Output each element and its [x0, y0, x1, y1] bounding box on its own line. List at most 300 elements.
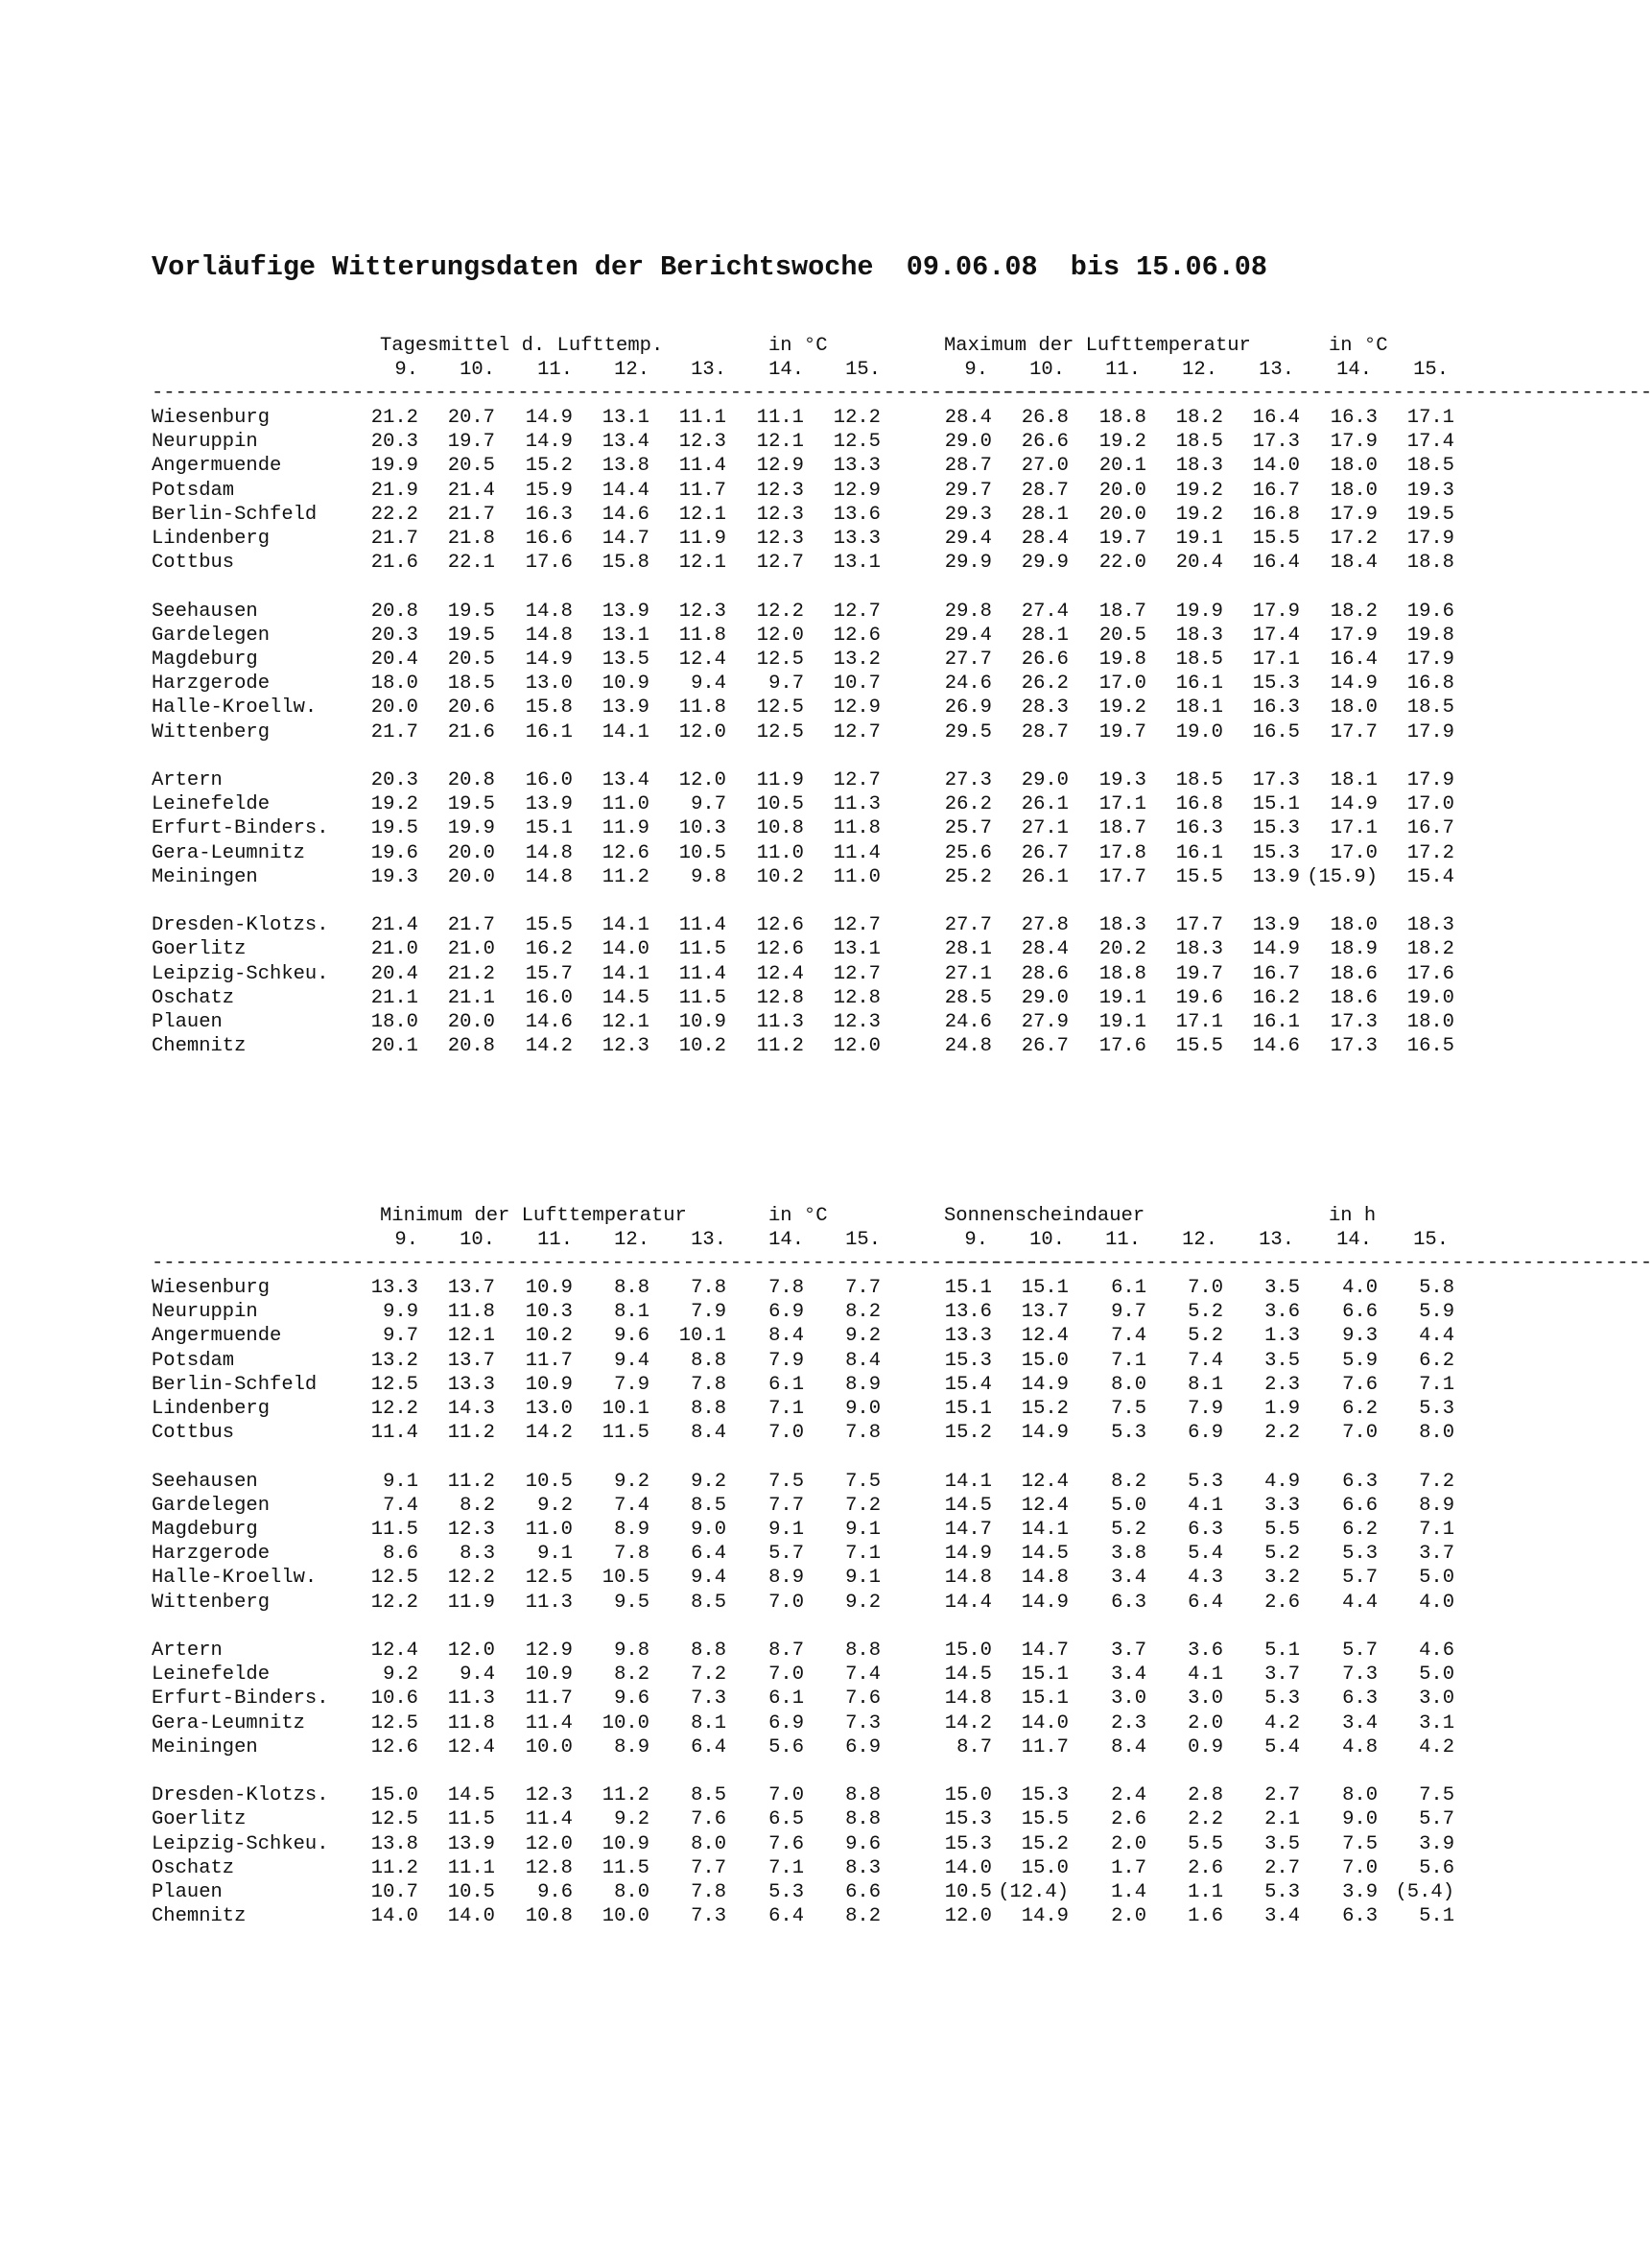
left-value-cell: 11.8 — [447, 1301, 495, 1324]
right-value-cell: 6.6 — [1342, 1301, 1378, 1324]
left-value-cell: 12.6 — [370, 1735, 418, 1758]
left-value-cell: 19.5 — [370, 817, 418, 840]
station-name: Gardelegen — [152, 624, 271, 647]
left-value-cell: 11.7 — [525, 1687, 573, 1711]
right-value-cell: 27.9 — [1021, 1011, 1069, 1033]
left-value-cell: 7.8 — [845, 1422, 881, 1445]
right-value-cell: 1.6 — [1188, 1905, 1223, 1928]
right-value-cell: 18.4 — [1330, 552, 1378, 575]
right-value-cell: 5.3 — [1342, 1543, 1378, 1566]
station-name: Leinefelde — [152, 1664, 271, 1687]
left-value-cell: 20.3 — [370, 624, 418, 647]
right-value-cell: 3.4 — [1111, 1664, 1146, 1687]
right-day-header: 14. — [1336, 359, 1372, 381]
right-value-cell: 18.0 — [1330, 479, 1378, 502]
right-value-cell: 3.4 — [1111, 1567, 1146, 1590]
right-value-cell: 15.2 — [1021, 1398, 1069, 1420]
right-value-cell: 14.0 — [1021, 1711, 1069, 1735]
right-value-cell: 16.2 — [1252, 986, 1300, 1009]
left-value-cell: 11.8 — [678, 624, 726, 647]
left-value-cell: 9.1 — [845, 1567, 881, 1590]
left-value-cell: 16.2 — [525, 938, 573, 961]
right-value-cell: 22.0 — [1098, 552, 1146, 575]
left-value-cell: 12.5 — [756, 649, 804, 671]
left-value-cell: 14.9 — [525, 407, 573, 429]
left-value-cell: 21.7 — [370, 720, 418, 743]
right-value-cell: 28.7 — [1021, 720, 1069, 743]
left-value-cell: 20.3 — [370, 769, 418, 791]
right-value-cell: 8.0 — [1342, 1784, 1378, 1807]
left-value-cell: 8.7 — [768, 1640, 804, 1662]
right-value-cell: 7.5 — [1342, 1832, 1378, 1855]
right-section-label: Sonnenscheindauer — [944, 1205, 1145, 1227]
left-value-cell: 12.3 — [602, 1035, 649, 1058]
left-value-cell: 14.5 — [602, 986, 649, 1009]
left-value-cell: 20.6 — [447, 696, 495, 720]
left-value-cell: 8.4 — [691, 1422, 726, 1445]
left-value-cell: 12.3 — [678, 600, 726, 623]
right-value-cell: 8.2 — [1111, 1470, 1146, 1493]
left-value-cell: 16.3 — [525, 503, 573, 526]
left-value-cell: 15.0 — [370, 1784, 418, 1807]
right-value-cell: 26.1 — [1021, 793, 1069, 816]
left-value-cell: 19.7 — [447, 431, 495, 454]
left-value-cell: 9.5 — [614, 1591, 649, 1614]
left-value-cell: 10.0 — [525, 1735, 573, 1758]
left-value-cell: 9.4 — [691, 1567, 726, 1590]
left-value-cell: 10.9 — [678, 1011, 726, 1033]
right-value-cell: 3.5 — [1264, 1277, 1300, 1299]
left-value-cell: 21.6 — [370, 552, 418, 575]
right-value-cell: 7.0 — [1342, 1856, 1378, 1879]
right-value-cell: 18.0 — [1330, 455, 1378, 478]
left-section-label: Minimum der Lufttemperatur — [380, 1205, 687, 1227]
right-value-cell: 3.7 — [1264, 1664, 1300, 1687]
left-value-cell: 7.8 — [614, 1543, 649, 1566]
right-value-cell: 5.2 — [1188, 1301, 1223, 1324]
right-value-cell: 25.6 — [944, 841, 992, 864]
left-value-cell: 14.1 — [602, 962, 649, 985]
left-value-cell: 7.2 — [845, 1494, 881, 1517]
left-value-cell: 15.5 — [525, 914, 573, 937]
right-day-header: 15. — [1413, 1229, 1449, 1251]
left-value-cell: 8.9 — [614, 1519, 649, 1541]
right-value-cell: 18.6 — [1330, 962, 1378, 985]
left-value-cell: 8.8 — [691, 1640, 726, 1662]
right-value-cell: 27.7 — [944, 914, 992, 937]
right-value-cell: 16.4 — [1252, 552, 1300, 575]
left-value-cell: 13.3 — [833, 455, 881, 478]
left-value-cell: 13.9 — [602, 696, 649, 720]
left-value-cell: 11.4 — [678, 914, 726, 937]
left-value-cell: 21.1 — [370, 986, 418, 1009]
right-value-cell: 12.4 — [1021, 1325, 1069, 1348]
left-value-cell: 13.3 — [833, 528, 881, 550]
left-value-cell: 9.2 — [537, 1494, 573, 1517]
station-name: Meiningen — [152, 865, 258, 888]
right-value-cell: 17.2 — [1330, 528, 1378, 550]
right-value-cell: 1.9 — [1264, 1398, 1300, 1420]
left-value-cell: 19.3 — [370, 865, 418, 888]
right-value-cell: 4.1 — [1188, 1664, 1223, 1687]
left-value-cell: 11.0 — [756, 841, 804, 864]
right-value-cell: 13.6 — [944, 1301, 992, 1324]
station-name: Erfurt-Binders. — [152, 1687, 329, 1711]
station-name: Wittenberg — [152, 720, 271, 743]
right-value-cell: 8.9 — [1419, 1494, 1454, 1517]
left-value-cell: 13.0 — [525, 1398, 573, 1420]
left-value-cell: 14.8 — [525, 865, 573, 888]
right-value-cell: 2.0 — [1188, 1711, 1223, 1735]
left-value-cell: 12.3 — [525, 1784, 573, 1807]
left-value-cell: 10.5 — [678, 841, 726, 864]
right-value-cell: 24.6 — [944, 1011, 992, 1033]
right-value-cell: 24.6 — [944, 673, 992, 696]
left-value-cell: 12.7 — [833, 914, 881, 937]
left-value-cell: 14.2 — [525, 1422, 573, 1445]
left-value-cell: 12.9 — [833, 696, 881, 720]
left-value-cell: 12.2 — [447, 1567, 495, 1590]
left-value-cell: 20.3 — [370, 431, 418, 454]
right-value-cell: 14.2 — [944, 1711, 992, 1735]
left-value-cell: 9.2 — [845, 1325, 881, 1348]
right-value-cell: 6.4 — [1188, 1591, 1223, 1614]
right-value-cell: 20.0 — [1098, 479, 1146, 502]
right-value-cell: 9.3 — [1342, 1325, 1378, 1348]
right-value-cell: 6.9 — [1188, 1422, 1223, 1445]
left-value-cell: 12.0 — [525, 1832, 573, 1855]
left-value-cell: 13.4 — [602, 769, 649, 791]
right-value-cell: 2.0 — [1111, 1905, 1146, 1928]
left-value-cell: 10.1 — [678, 1325, 726, 1348]
left-value-cell: 11.0 — [833, 865, 881, 888]
right-value-cell: 7.1 — [1419, 1519, 1454, 1541]
right-value-cell: 4.8 — [1342, 1735, 1378, 1758]
left-value-cell: 10.9 — [602, 1832, 649, 1855]
left-value-cell: 7.1 — [768, 1856, 804, 1879]
left-value-cell: 8.8 — [845, 1784, 881, 1807]
right-value-cell: 14.8 — [944, 1567, 992, 1590]
station-name: Erfurt-Binders. — [152, 817, 329, 840]
station-name: Halle-Kroellw. — [152, 1567, 318, 1590]
right-value-cell: 5.3 — [1264, 1687, 1300, 1711]
right-value-cell: 14.9 — [1252, 938, 1300, 961]
right-value-cell: 26.8 — [1021, 407, 1069, 429]
left-value-cell: 8.8 — [614, 1277, 649, 1299]
station-name: Goerlitz — [152, 1808, 247, 1831]
left-value-cell: 13.0 — [525, 673, 573, 696]
right-value-cell: 19.2 — [1175, 503, 1223, 526]
left-value-cell: 9.6 — [614, 1687, 649, 1711]
right-value-cell: 14.7 — [944, 1519, 992, 1541]
right-value-cell: 7.1 — [1419, 1373, 1454, 1396]
right-value-cell: 15.3 — [944, 1832, 992, 1855]
left-value-cell: 19.5 — [447, 600, 495, 623]
left-value-cell: 8.2 — [845, 1301, 881, 1324]
right-value-cell: 7.5 — [1111, 1398, 1146, 1420]
right-value-cell: 13.9 — [1252, 865, 1300, 888]
right-value-cell: 17.3 — [1330, 1011, 1378, 1033]
left-value-cell: 20.8 — [447, 1035, 495, 1058]
left-value-cell: 20.8 — [370, 600, 418, 623]
right-value-cell: 18.0 — [1330, 696, 1378, 720]
left-value-cell: 20.4 — [370, 649, 418, 671]
right-value-cell: 18.2 — [1175, 407, 1223, 429]
left-value-cell: 7.8 — [768, 1277, 804, 1299]
right-value-cell: 17.1 — [1252, 649, 1300, 671]
right-value-cell: 7.2 — [1419, 1470, 1454, 1493]
left-value-cell: 12.3 — [756, 528, 804, 550]
left-value-cell: 7.9 — [691, 1301, 726, 1324]
left-value-cell: 21.0 — [447, 938, 495, 961]
left-value-cell: 14.0 — [447, 1905, 495, 1928]
left-value-cell: 9.9 — [383, 1301, 418, 1324]
right-value-cell: 17.1 — [1098, 793, 1146, 816]
right-value-cell: 5.1 — [1264, 1640, 1300, 1662]
right-value-cell: 8.1 — [1188, 1373, 1223, 1396]
left-value-cell: 8.5 — [691, 1494, 726, 1517]
right-value-cell: 17.9 — [1252, 600, 1300, 623]
right-value-cell: 27.8 — [1021, 914, 1069, 937]
left-value-cell: 7.9 — [614, 1373, 649, 1396]
left-value-cell: 10.5 — [525, 1470, 573, 1493]
station-name: Harzgerode — [152, 673, 271, 696]
right-value-cell: 5.3 — [1264, 1881, 1300, 1903]
left-value-cell: 11.4 — [370, 1422, 418, 1445]
left-value-cell: 21.1 — [447, 986, 495, 1009]
left-value-cell: 7.7 — [691, 1856, 726, 1879]
left-value-cell: 9.8 — [614, 1640, 649, 1662]
right-value-cell: 29.0 — [944, 431, 992, 454]
left-value-cell: 11.5 — [602, 1422, 649, 1445]
left-value-cell: 11.7 — [678, 479, 726, 502]
station-name: Dresden-Klotzs. — [152, 1784, 329, 1807]
left-value-cell: 21.0 — [370, 938, 418, 961]
left-value-cell: 9.7 — [383, 1325, 418, 1348]
left-value-cell: 12.3 — [756, 503, 804, 526]
right-value-cell: 19.3 — [1406, 479, 1454, 502]
right-value-cell: 15.1 — [944, 1398, 992, 1420]
right-value-cell: 14.5 — [944, 1494, 992, 1517]
right-value-cell: 4.1 — [1188, 1494, 1223, 1517]
right-value-cell: 15.3 — [944, 1808, 992, 1831]
right-value-cell: 27.0 — [1021, 455, 1069, 478]
left-unit-label: in °C — [768, 335, 828, 357]
left-value-cell: 11.5 — [602, 1856, 649, 1879]
left-day-header: 11. — [537, 1229, 573, 1251]
right-value-cell: 17.2 — [1406, 841, 1454, 864]
right-value-cell: 6.3 — [1188, 1519, 1223, 1541]
right-value-cell: 5.0 — [1111, 1494, 1146, 1517]
left-value-cell: 19.5 — [447, 793, 495, 816]
left-value-cell: 12.7 — [833, 769, 881, 791]
left-value-cell: 7.0 — [768, 1664, 804, 1687]
left-value-cell: 7.4 — [383, 1494, 418, 1517]
left-value-cell: 11.9 — [678, 528, 726, 550]
station-name: Oschatz — [152, 986, 235, 1009]
right-value-cell: 18.8 — [1098, 962, 1146, 985]
left-value-cell: 9.6 — [845, 1832, 881, 1855]
left-value-cell: 19.9 — [447, 817, 495, 840]
right-value-cell: 2.7 — [1264, 1784, 1300, 1807]
left-value-cell: 18.5 — [447, 673, 495, 696]
left-value-cell: 14.9 — [525, 431, 573, 454]
left-value-cell: 12.3 — [833, 1011, 881, 1033]
left-value-cell: 12.2 — [833, 407, 881, 429]
left-value-cell: 15.2 — [525, 455, 573, 478]
left-value-cell: 20.8 — [447, 769, 495, 791]
right-value-cell: 26.6 — [1021, 431, 1069, 454]
right-value-cell: 12.4 — [1021, 1470, 1069, 1493]
left-day-header: 14. — [768, 1229, 804, 1251]
right-value-cell: 5.8 — [1419, 1277, 1454, 1299]
left-value-cell: 7.8 — [691, 1373, 726, 1396]
left-value-cell: 11.5 — [370, 1519, 418, 1541]
right-value-cell: 17.9 — [1330, 503, 1378, 526]
left-value-cell: 12.5 — [370, 1711, 418, 1735]
right-value-cell: 14.9 — [1330, 793, 1378, 816]
right-day-header: 9. — [964, 359, 988, 381]
station-name: Dresden-Klotzs. — [152, 914, 329, 937]
right-value-cell: 18.8 — [1406, 552, 1454, 575]
left-value-cell: 14.1 — [602, 914, 649, 937]
right-value-cell: 2.6 — [1111, 1808, 1146, 1831]
right-value-cell: 26.9 — [944, 696, 992, 720]
left-value-cell: 20.7 — [447, 407, 495, 429]
right-value-cell: 7.4 — [1188, 1349, 1223, 1372]
left-value-cell: 6.5 — [768, 1808, 804, 1831]
left-value-cell: 10.9 — [602, 673, 649, 696]
right-value-cell: 17.7 — [1175, 914, 1223, 937]
left-value-cell: 21.2 — [447, 962, 495, 985]
right-value-cell: 20.5 — [1098, 624, 1146, 647]
left-value-cell: 8.0 — [614, 1881, 649, 1903]
left-value-cell: 7.4 — [845, 1664, 881, 1687]
right-value-cell: 29.5 — [944, 720, 992, 743]
left-value-cell: 8.8 — [845, 1640, 881, 1662]
left-value-cell: 7.8 — [691, 1277, 726, 1299]
left-value-cell: 12.0 — [678, 720, 726, 743]
right-value-cell: 6.6 — [1342, 1494, 1378, 1517]
left-value-cell: 13.1 — [833, 552, 881, 575]
left-value-cell: 8.3 — [460, 1543, 495, 1566]
station-name: Artern — [152, 769, 223, 791]
left-value-cell: 9.2 — [614, 1808, 649, 1831]
right-value-cell: 7.0 — [1342, 1422, 1378, 1445]
right-value-cell: 1.3 — [1264, 1325, 1300, 1348]
left-value-cell: 7.0 — [768, 1591, 804, 1614]
right-value-cell: 2.3 — [1264, 1373, 1300, 1396]
right-value-cell: 2.6 — [1188, 1856, 1223, 1879]
right-value-cell: 18.5 — [1175, 431, 1223, 454]
left-day-header: 13. — [691, 359, 726, 381]
right-value-cell: 19.6 — [1175, 986, 1223, 1009]
right-value-cell: 14.0 — [1252, 455, 1300, 478]
left-section-label: Tagesmittel d. Lufttemp. — [380, 335, 664, 357]
left-value-cell: 20.4 — [370, 962, 418, 985]
left-value-cell: 10.5 — [602, 1567, 649, 1590]
left-value-cell: 12.7 — [833, 600, 881, 623]
right-value-cell: 15.5 — [1021, 1808, 1069, 1831]
left-value-cell: 14.2 — [525, 1035, 573, 1058]
right-value-cell: 5.2 — [1264, 1543, 1300, 1566]
right-day-header: 15. — [1413, 359, 1449, 381]
right-value-cell: 7.4 — [1111, 1325, 1146, 1348]
right-value-cell: 28.4 — [1021, 528, 1069, 550]
left-value-cell: 15.1 — [525, 817, 573, 840]
left-day-header: 13. — [691, 1229, 726, 1251]
right-value-cell: 19.3 — [1098, 769, 1146, 791]
right-value-cell: 6.3 — [1342, 1470, 1378, 1493]
left-value-cell: 11.0 — [525, 1519, 573, 1541]
right-value-cell: 3.0 — [1419, 1687, 1454, 1711]
left-value-cell: 12.1 — [678, 503, 726, 526]
left-day-header: 14. — [768, 359, 804, 381]
left-divider: -------------------------------------------------------------------------------- — [152, 382, 1097, 404]
right-value-cell: 3.7 — [1111, 1640, 1146, 1662]
right-value-cell: 6.2 — [1342, 1519, 1378, 1541]
left-value-cell: 11.8 — [833, 817, 881, 840]
right-value-cell: 2.8 — [1188, 1784, 1223, 1807]
station-name: Gera-Leumnitz — [152, 841, 305, 864]
right-value-cell: 14.9 — [1021, 1905, 1069, 1928]
left-value-cell: 14.8 — [525, 600, 573, 623]
left-value-cell: 9.7 — [768, 673, 804, 696]
left-value-cell: 16.6 — [525, 528, 573, 550]
right-unit-label: in h — [1329, 1205, 1377, 1227]
station-name: Potsdam — [152, 479, 235, 502]
left-value-cell: 9.1 — [845, 1519, 881, 1541]
left-value-cell: 20.0 — [447, 865, 495, 888]
left-value-cell: 9.6 — [614, 1325, 649, 1348]
right-value-cell: 4.4 — [1342, 1591, 1378, 1614]
left-value-cell: 12.5 — [756, 696, 804, 720]
left-value-cell: 8.2 — [845, 1905, 881, 1928]
right-value-cell: 13.7 — [1021, 1301, 1069, 1324]
station-name: Seehausen — [152, 600, 258, 623]
right-value-cell: 14.9 — [1330, 673, 1378, 696]
left-value-cell: 6.4 — [691, 1735, 726, 1758]
left-value-cell: 12.2 — [370, 1591, 418, 1614]
right-value-cell: 3.0 — [1111, 1687, 1146, 1711]
right-value-cell: 5.3 — [1419, 1398, 1454, 1420]
left-value-cell: 6.6 — [845, 1881, 881, 1903]
left-value-cell: 19.5 — [447, 624, 495, 647]
left-value-cell: 12.8 — [833, 986, 881, 1009]
right-value-cell: 19.6 — [1406, 600, 1454, 623]
right-value-cell: 28.4 — [1021, 938, 1069, 961]
left-value-cell: 12.5 — [756, 720, 804, 743]
left-value-cell: 11.4 — [678, 962, 726, 985]
left-day-header: 15. — [845, 1229, 881, 1251]
right-value-cell: 5.7 — [1419, 1808, 1454, 1831]
right-value-cell: 3.0 — [1188, 1687, 1223, 1711]
left-value-cell: 11.0 — [602, 793, 649, 816]
right-day-header: 14. — [1336, 1229, 1372, 1251]
right-value-cell: 18.3 — [1175, 455, 1223, 478]
right-value-cell: 5.3 — [1111, 1422, 1146, 1445]
left-value-cell: 20.1 — [370, 1035, 418, 1058]
left-value-cell: 7.1 — [768, 1398, 804, 1420]
left-value-cell: 13.7 — [447, 1277, 495, 1299]
right-value-cell: 2.7 — [1264, 1856, 1300, 1879]
right-value-cell: 9.7 — [1111, 1301, 1146, 1324]
left-value-cell: 11.2 — [602, 1784, 649, 1807]
left-value-cell: 14.8 — [525, 841, 573, 864]
station-name: Wittenberg — [152, 1591, 271, 1614]
left-value-cell: 8.5 — [691, 1784, 726, 1807]
left-value-cell: 15.8 — [525, 696, 573, 720]
